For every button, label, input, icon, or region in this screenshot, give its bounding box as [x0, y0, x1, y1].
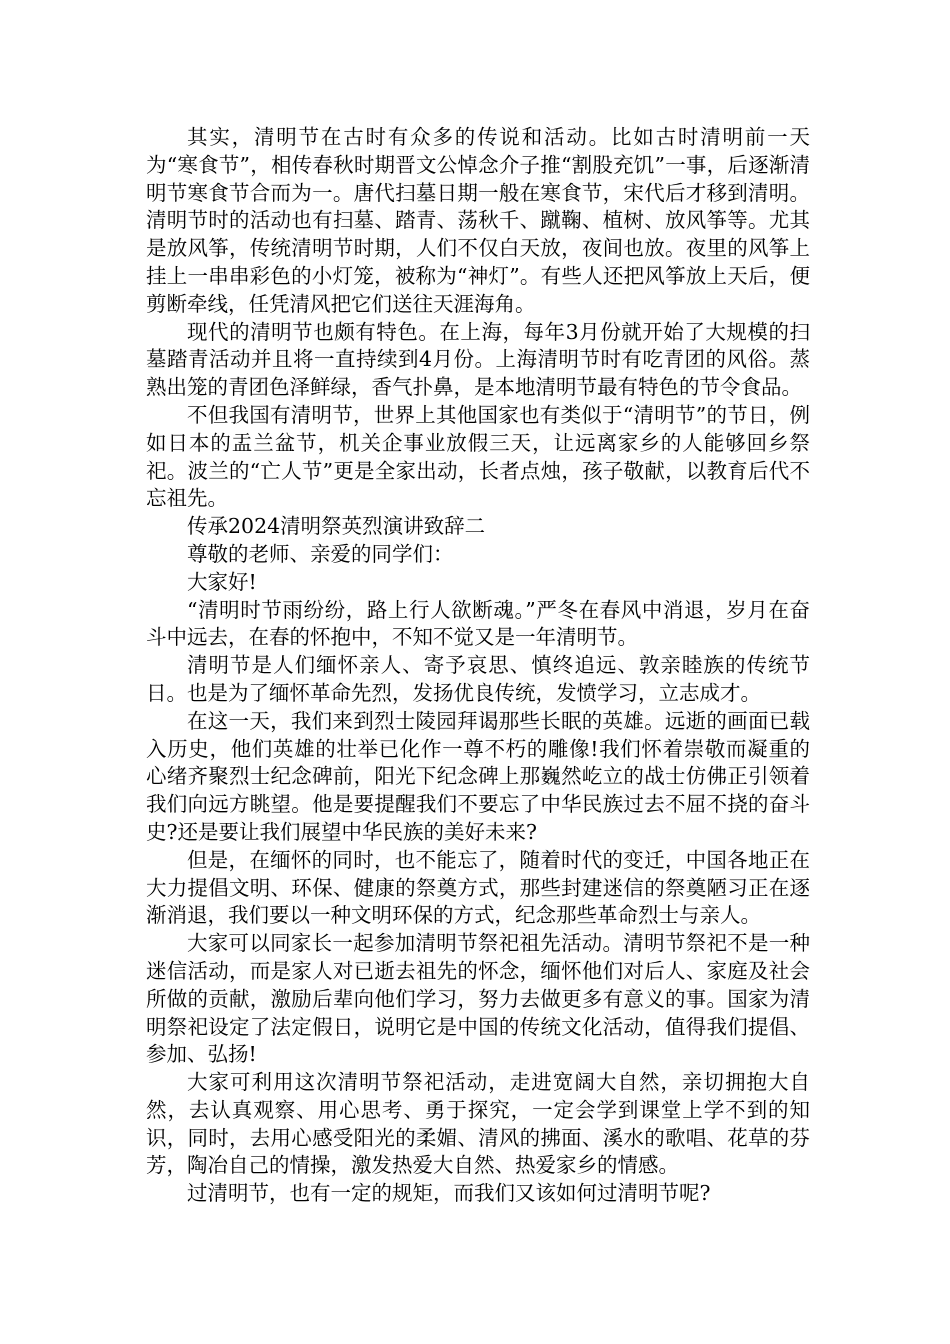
paragraph-other-countries: 不但我国有清明节，世界上其他国家也有类似于“清明节”的节日，例如日本的盂兰盆节，机关企事业放假三天，让远离家乡的人能够回乡祭祀。波兰的“亡人节”更是全家出动，长者点烛，孩子敬献，以教育后代不忘祖先。: [146, 402, 810, 511]
paragraph-modern-qingming: 现代的清明节也颇有特色。在上海，每年3月份就开始了大规模的扫墓踏青活动并且将一直持续到4月份。上海清明节时有吃青团的风俗。蒸熟出笼的青团色泽鲜绿，香气扑鼻，是本地清明节最有特色的节令食品。: [146, 319, 810, 400]
document-page: [146, 124, 810, 1208]
paragraph-family-participation: 大家可以同家长一起参加清明节祭祀祖先活动。清明节祭祀不是一种迷信活动，而是家人对已逝去祖先的怀念，缅怀他们对后人、家庭及社会所做的贡献，激励后辈向他们学习，努力去做更多有意义的事。国家为清明祭祀设定了法定假日，说明它是中国的传统文化活动，值得我们提倡、参加、弘扬!: [146, 931, 810, 1067]
paragraph-poem-opening: “清明时节雨纷纷，路上行人欲断魂。”严冬在春风中消退，岁月在奋斗中远去，在春的怀抱中，不知不觉又是一年清明节。: [146, 597, 810, 650]
paragraph-civilized-worship: 但是，在缅怀的同时，也不能忘了，随着时代的变迁，中国各地正在大力提倡文明、环保、健康的祭奠方式，那些封建迷信的祭奠陋习正在逐渐消退，我们要以一种文明环保的方式，纪念那些革命烈士与亲人。: [146, 847, 810, 928]
paragraph-qingming-history: 其实，清明节在古时有众多的传说和活动。比如古时清明前一天为“寒食节”，相传春秋时期晋文公悼念介子推“割股充饥”一事，后逐渐清明节寒食节合而为一。唐代扫墓日期一般在寒食节，宋代后才移到清明。清明节时的活动也有扫墓、踏青、荡秋千、蹴鞠、植树、放风筝等。尤其是放风筝，传统清明节时期，人们不仅白天放，夜间也放。夜里的风筝上挂上一串串彩色的小灯笼，被称为“神灯”。有些人还把风筝放上天后，便剪断牵线，任凭清风把它们送往天涯海角。: [146, 125, 810, 316]
paragraph-closing-question: 过清明节，也有一定的规矩，而我们又该如何过清明节呢?: [187, 1181, 711, 1206]
speech-title: 传承2024清明祭英烈演讲致辞二: [187, 514, 486, 539]
paragraph-nature: 大家可利用这次清明节祭祀活动，走进宽阔大自然，亲切拥抱大自然，去认真观察、用心思考、勇于探究，一定会学到课堂上学不到的知识，同时，去用心感受阳光的柔媚、清风的拂面、溪水的歌唱、花草的芬芳，陶冶自己的情操，激发热爱大自然、热爱家乡的情感。: [146, 1070, 810, 1178]
salutation: 尊敬的老师、亲爱的同学们：: [187, 541, 454, 566]
greeting: 大家好!: [187, 569, 257, 594]
paragraph-cemetery-visit: 在这一天，我们来到烈士陵园拜谒那些长眠的英雄。远逝的画面已载入历史，他们英雄的壮举已化作一尊不朽的雕像!我们怀着崇敬而凝重的心绪齐聚烈士纪念碑前，阳光下纪念碑上那巍然屹立的战士仿佛正引领着我们向远方眺望。他是要提醒我们不要忘了中华民族过去不屈不挠的奋斗史?还是要让我们展望中华民族的美好未来?: [146, 708, 810, 844]
paragraph-meaning: 清明节是人们缅怀亲人、寄予哀思、慎终追远、敦亲睦族的传统节日。也是为了缅怀革命先烈，发扬优良传统，发愤学习，立志成才。: [146, 653, 810, 705]
